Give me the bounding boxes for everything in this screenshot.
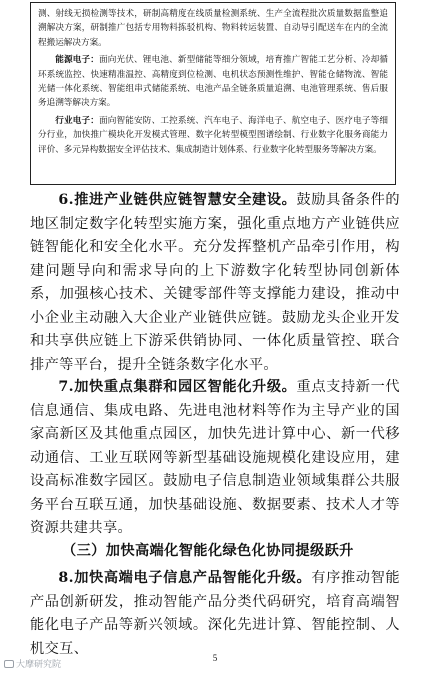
industry-electronics-label: 行业电子： xyxy=(55,115,99,126)
section-8 xyxy=(30,567,400,661)
watermark-icon xyxy=(4,660,14,668)
textbox-intro-paragraph: 测、射线无损检测等技术，研制高精度在线质量检测系统、生产全流程批次质量数据监整追溯解决方案，研制推广包括专用物料拣驳机构、物料转运装置、自动导引配送车在内的全流程搬运解决方案。 xyxy=(38,9,388,48)
page-number: 5 xyxy=(212,653,218,663)
section-8-heading: 8.加快高端电子信息产品智能化升级。 xyxy=(58,570,312,586)
watermark-text: 大摩研究院 xyxy=(16,660,62,670)
subsection-heading: （三）加快高端化智能化绿色化协同提级跃升 xyxy=(62,543,354,559)
section-7-heading: 7.加快重点集群和园区智能化升级。 xyxy=(58,379,297,395)
energy-electronics-text: 面向光伏、锂电池、新型储能等细分领域，培育推广智能工艺分析、冷却循环系统监控、快速精准温控、高精度到位检测、电机状态预测性维护、智能仓储物流、智能光储一体化系统、智能组串式储能系统、电池产品全链条质量追溯、电池管理系统、售后服务追溯等解决方案。 xyxy=(38,55,388,109)
section-6-paragraph xyxy=(30,189,400,377)
section-7 xyxy=(30,376,400,541)
section-6 xyxy=(30,189,400,377)
section-7-body: 重点支持新一代信息通信、集成电路、先进电池材料等作为主导产业的国家高新区及其他重点园区，加快先进计算中心、新一代移动通信、工业互联网等新型基础设施规模化建设应用，建设高标准数字园区。鼓励电子信息制造业领域集群公共服务平台互联互通，加快基础设施、数据要素、技术人才等资源共建共享。 xyxy=(30,379,400,536)
section-6-body: 鼓励具备条件的地区制定数字化转型实施方案，强化重点地方产业链供应链智能化和安全化水平。充分发挥整机产品牵引作用，构建问题导向和需求导向的上下游数字化转型协同创新体系，加强核心技术、关键零部件等支撑能力建设，推动中小企业主动融入大企业产业链供应链。鼓励龙头企业开发和共享供应链上下游采供销协同、一体化质量管控、联合排产等平台，提升全链条数字化水平。 xyxy=(30,192,400,373)
energy-electronics-label: 能源电子： xyxy=(55,55,99,66)
watermark xyxy=(4,657,61,670)
solutions-textbox xyxy=(30,2,396,185)
section-8-body: 有序推动智能产品创新研发，推动智能产品分类代码研究，培育高端智能化电子产品等新兴领域。深化先进计算、智能控制、人机交互、 xyxy=(30,570,401,657)
energy-electronics-paragraph xyxy=(38,53,388,111)
section-8-paragraph xyxy=(30,567,400,661)
industry-electronics-text: 面向智能安防、工控系统、汽车电子、海洋电子、航空电子、医疗电子等细分行业，加快推广模块化开发模式管理、数字化转型模型图谱绘制、行业数字化服务商能力评价、多元异构数据安全评估技术、集成制造计划体系、行业数字化转型服务等解决方案。 xyxy=(38,115,388,155)
section-7-paragraph xyxy=(30,376,400,541)
section-6-heading: 6.推进产业链供应链智慧安全建设。 xyxy=(58,192,297,208)
industry-electronics-paragraph xyxy=(38,114,388,157)
